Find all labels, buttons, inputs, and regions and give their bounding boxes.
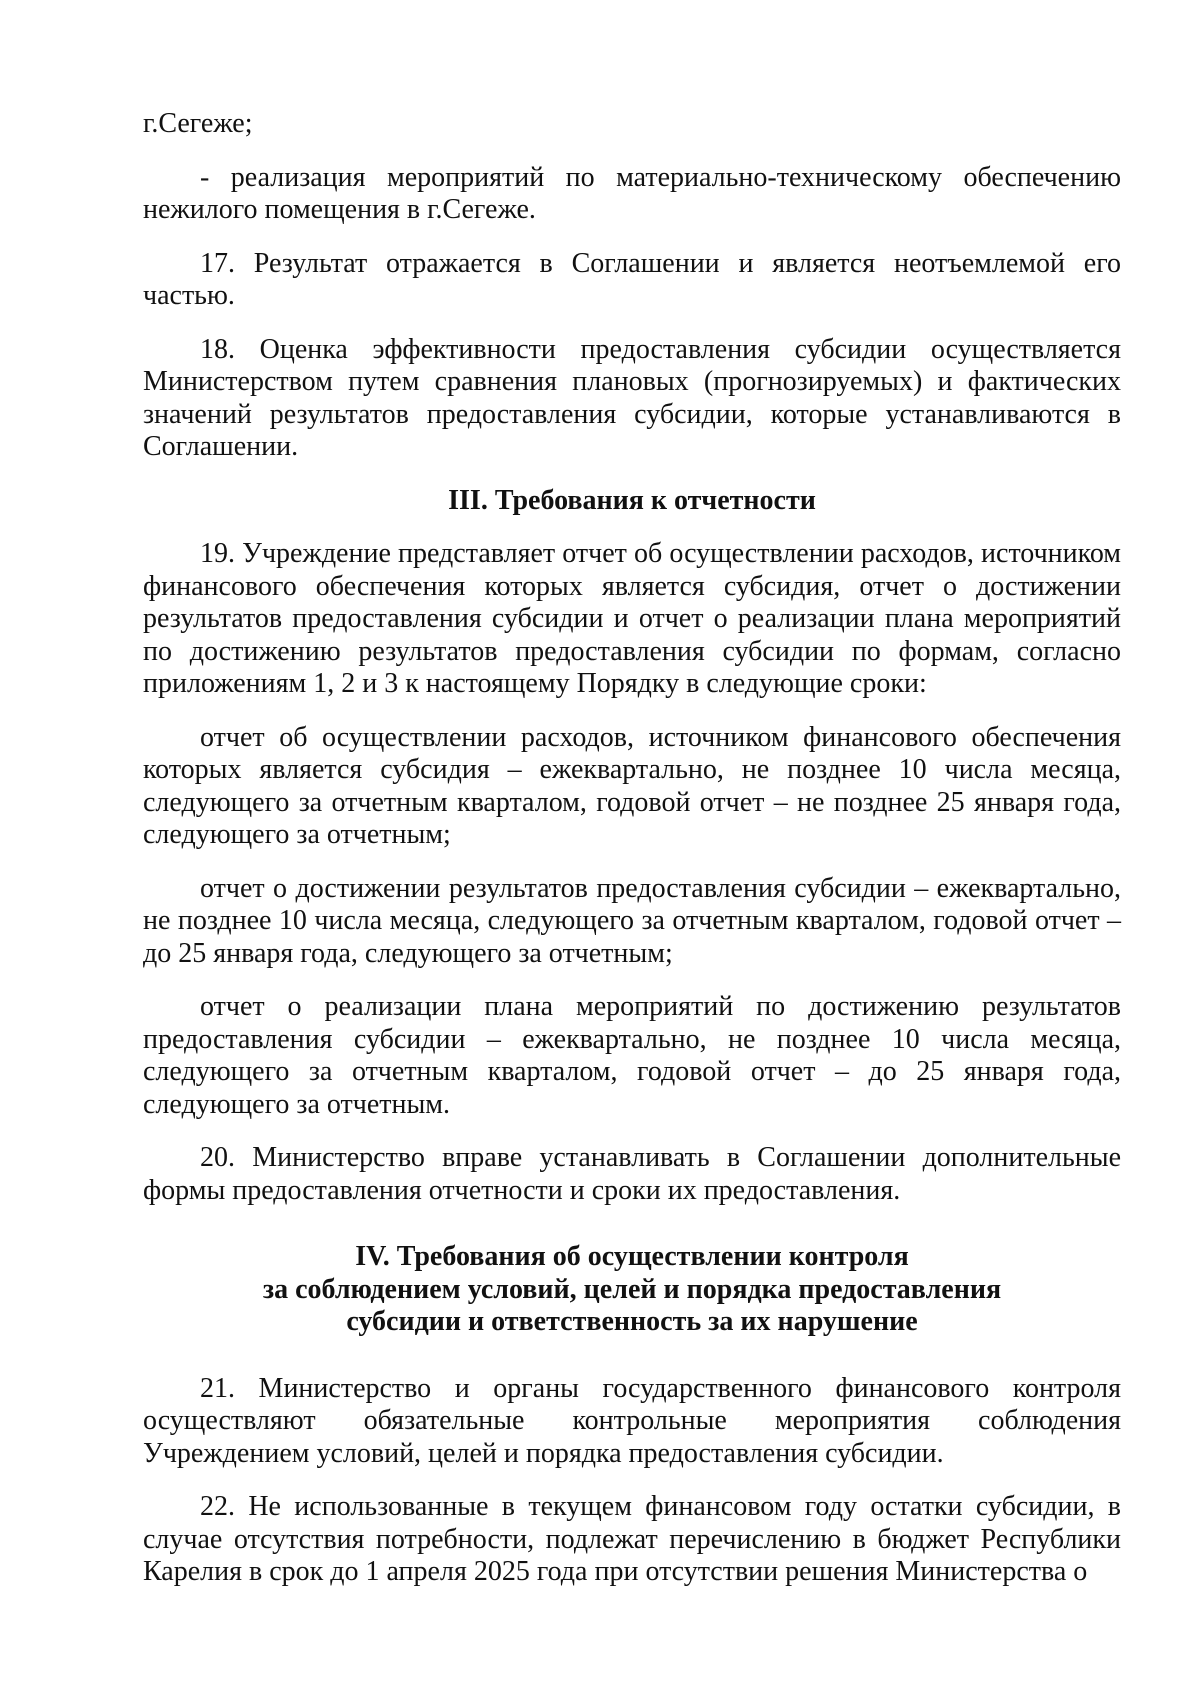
section-4-title-line-2: за соблюдением условий, целей и порядка предоставления [262,1273,1002,1305]
paragraph-segezha-fragment: г.Сегеже; [143,108,253,139]
paragraph-item-material-support: - реализация мероприятий по материально-техническому обеспечению нежилого помещения в г.Сегеже. [143,161,1121,225]
paragraph-18: 18. Оценка эффективности предоставления субсидии осуществляется Министерством путем сравнения плановых (прогнозируемых) и фактических значений результатов предоставления субсидии, которые устанавливаются в Соглашении. [143,333,1121,462]
paragraph-21: 21. Министерство и органы государственного финансового контроля осуществляют обязательные контрольные мероприятия соблюдения Учреждением условий, целей и порядка предоставления субсидии. [143,1372,1121,1469]
paragraph-report-expenses: отчет об осуществлении расходов, источником финансового обеспечения которых является субсидия – ежеквартально, не позднее 10 числа месяца, следующего за отчетным кварталом, годовой отчет – не позднее 25 января года, следующего за отчетным; [143,721,1121,850]
section-4-title-line-3: субсидии и ответственность за их нарушение [346,1306,918,1337]
paragraph-19: 19. Учреждение представляет отчет об осуществлении расходов, источником финансового обеспечения которых является субсидия, отчет о достижении результатов предоставления субсидии и отчет о реализации плана мероприятий по достижению результатов предоставления субсидии по формам, согласно приложениям 1, 2 и 3 к настоящему Порядку в следующие сроки: [143,538,1121,699]
paragraph-report-results: отчет о достижении результатов предоставления субсидии – ежеквартально, не позднее 10 числа месяца, следующего за отчетным кварталом, годовой отчет – до 25 января года, следующего за отчетным; [143,872,1121,969]
section-3-title: III. Требования к отчетности [448,484,816,516]
paragraph-20: 20. Министерство вправе устанавливать в Соглашении дополнительные формы предоставления отчетности и сроки их предоставления. [143,1142,1121,1206]
paragraph-22: 22. Не использованные в текущем финансовом году остатки субсидии, в случае отсутствия потребности, подлежат перечислению в бюджет Республики Карелия в срок до 1 апреля 2025 года при отсутствии решения Министерства о [143,1491,1121,1587]
section-4-title [143,1241,1121,1339]
paragraph-report-plan: отчет о реализации плана мероприятий по достижению результатов предоставления субсидии – ежеквартально, не позднее 10 числа месяца, следующего за отчетным кварталом, годовой отчет – до 25 января года, следующего за отчетным. [143,991,1121,1120]
paragraph-17: 17. Результат отражается в Соглашении и является неотъемлемой его частью. [143,247,1121,311]
section-4-title-line-1: IV. Требования об осуществлении контроля [355,1241,909,1272]
document-page [143,108,1121,1610]
